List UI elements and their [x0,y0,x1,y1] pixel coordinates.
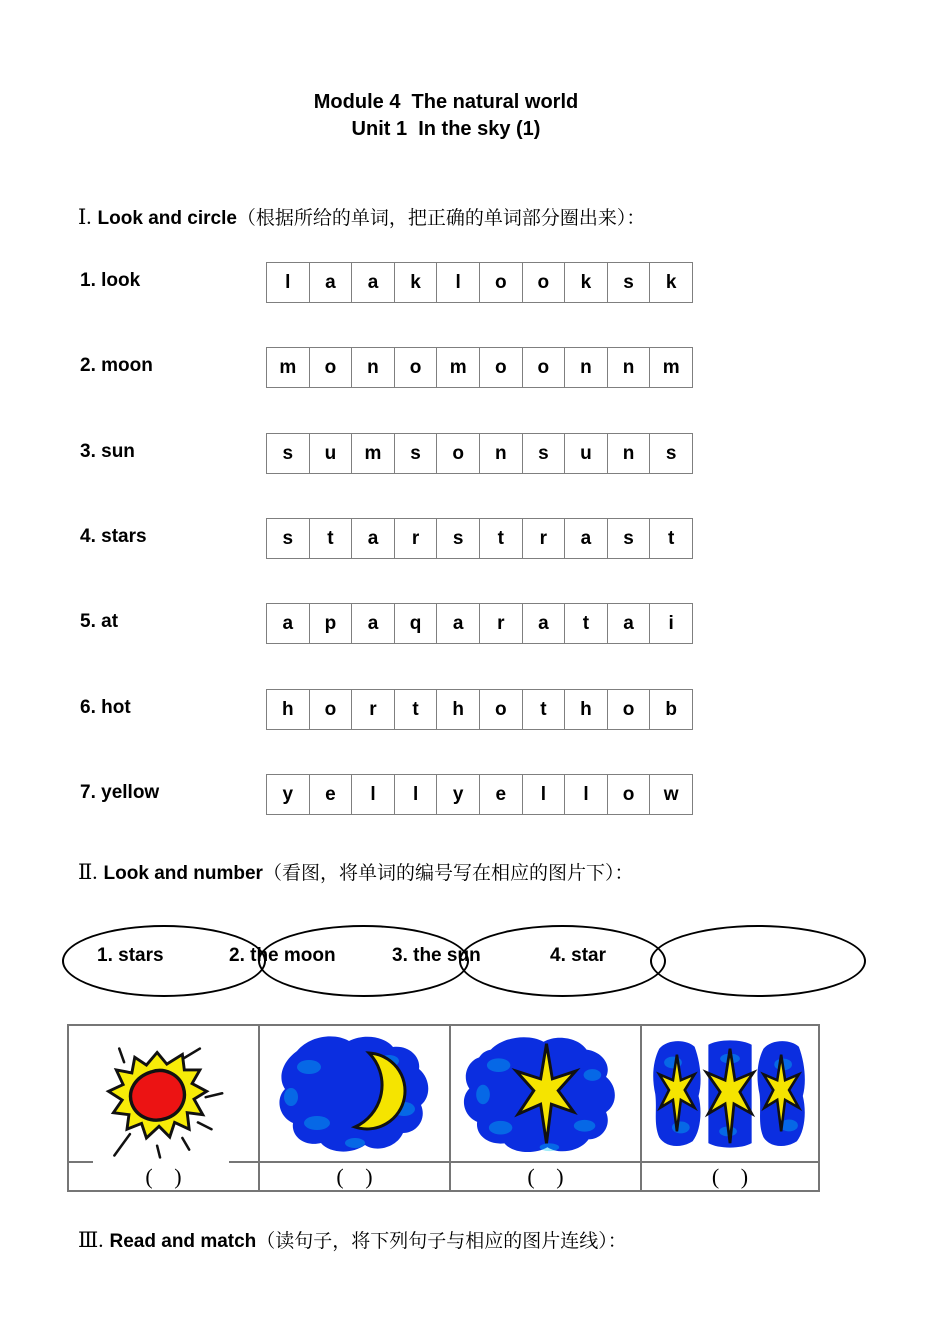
letter-cell: o [480,263,523,302]
circle-item [0,603,950,644]
sun-icon [93,1038,229,1168]
answer-blank: ( ) [451,1163,642,1190]
letter-cell: y [267,775,310,814]
stars-icon [646,1033,816,1153]
letter-cell: t [667,527,675,549]
letter-cell: t [310,519,353,558]
letter-cell: u [310,434,353,473]
letter-cell: a [352,604,395,643]
section-2-title-zh: （看图，将单词的编号写在相应的图片下）： [262,863,634,884]
letter-cell: e [310,775,353,814]
circle-item-label: 4. stars [80,526,147,547]
page-title [0,89,892,143]
circle-item-label: 6. hot [80,697,131,718]
letter-cell: r [352,690,395,729]
letter-cell: l [395,775,438,814]
letter-cell: l [565,775,608,814]
answer-blank: ( ) [260,1163,451,1190]
letter-cell: n [565,348,608,387]
letter-cell: o [608,690,651,729]
letter-cell: o [310,348,353,387]
circle-item [0,774,950,815]
section-2-numeral: Ⅱ. [78,860,98,884]
letter-cell: o [480,348,523,387]
letter-cell: y [437,775,480,814]
letter-cell: k [665,271,677,293]
circle-item-label: 2. moon [80,355,153,376]
letter-cell: w [663,783,679,805]
letter-cell: a [352,519,395,558]
section-1-numeral: Ⅰ. [78,205,92,229]
letter-cell: r [480,604,523,643]
letter-cell: o [480,690,523,729]
letter-cell: b [665,698,677,720]
letter-cell: t [395,690,438,729]
letter-cell: s [395,434,438,473]
answer-blank: ( ) [711,1163,749,1189]
letter-cell: l [267,263,310,302]
word-bubble-label: 3. the sun [392,945,481,966]
letter-cell: t [523,690,566,729]
letter-cell: r [395,519,438,558]
letter-cell: m [352,434,395,473]
letter-cell: t [565,604,608,643]
letter-cell: m [437,348,480,387]
section-2-title-en: Look and number [103,863,263,884]
answer-blank: ( ) [69,1163,260,1190]
letter-cell: a [565,519,608,558]
letter-cell: h [267,690,310,729]
section-3-title-zh: （读句子，将下列句子与相应的图片连线）： [256,1231,627,1252]
circle-item [0,518,950,559]
picture-cell-sun [69,1026,260,1163]
circle-item-label: 3. sun [80,441,135,462]
letter-cell: s [267,519,310,558]
title-line-2: Unit 1 In the sky (1) [351,118,541,140]
letter-cell: o [437,434,480,473]
letter-cell: q [395,604,438,643]
section-1-heading [78,203,645,230]
letter-cell: a [310,263,353,302]
section-3-heading [78,1226,627,1253]
letter-cell: a [267,604,310,643]
letter-cell: s [437,519,480,558]
letter-cell: e [480,775,523,814]
circle-item-label: 7. yellow [80,782,160,803]
letter-cell: t [480,519,523,558]
circle-item [0,262,950,303]
circle-item-label: 1. look [80,270,141,291]
letter-cell: n [352,348,395,387]
picture-cell-star [451,1026,642,1163]
circle-item [0,689,950,730]
section-1-title-zh: （根据所给的单词，把正确的单词部分圈出来）： [236,208,646,229]
letter-grid [266,689,693,730]
star-icon [455,1032,637,1157]
letter-cell: s [267,434,310,473]
letter-cell: h [565,690,608,729]
letter-cell: o [395,348,438,387]
word-bubble-label: 4. star [550,945,606,966]
letter-grid [266,347,693,388]
letter-cell: s [608,519,651,558]
letter-cell: s [665,442,677,464]
section-1-title-en: Look and circle [97,208,237,229]
letter-cell: m [267,348,310,387]
picture-table [67,1024,820,1192]
letter-cell: k [395,263,438,302]
letter-cell: n [608,434,651,473]
letter-cell: p [310,604,353,643]
word-bubble-label: 1. stars [97,945,164,966]
letter-grid [266,433,693,474]
letter-cell: l [437,263,480,302]
section-3-title-en: Read and match [109,1231,257,1252]
circle-item [0,433,950,474]
letter-cell: h [437,690,480,729]
letter-cell: l [352,775,395,814]
letter-cell: r [523,519,566,558]
section-3-numeral: Ⅲ. [78,1228,104,1252]
circle-item [0,347,950,388]
circle-item-label: 5. at [80,611,119,632]
letter-grid [266,603,693,644]
letter-cell: a [437,604,480,643]
word-bubble-4-empty [650,925,866,997]
word-bubble-label: 2. the moon [229,945,336,966]
letter-cell: o [523,263,566,302]
letter-cell: k [565,263,608,302]
moon-icon [269,1031,441,1157]
letter-cell: s [608,263,651,302]
letter-cell: n [480,434,523,473]
section-2-heading [78,858,633,885]
letter-cell: a [523,604,566,643]
letter-grid [266,518,693,559]
picture-cell-stars [642,1026,818,1163]
title-line-1: Module 4 The natural world [313,91,579,113]
picture-cell-moon [260,1026,451,1163]
letter-grid [266,774,693,815]
letter-cell: l [523,775,566,814]
letter-cell: o [523,348,566,387]
letter-cell: o [310,690,353,729]
letter-cell: m [662,356,680,378]
letter-cell: i [668,612,674,634]
letter-cell: s [523,434,566,473]
letter-cell: a [608,604,651,643]
letter-cell: a [352,263,395,302]
letter-cell: n [608,348,651,387]
letter-cell: o [608,775,651,814]
letter-cell: u [565,434,608,473]
letter-grid [266,262,693,303]
